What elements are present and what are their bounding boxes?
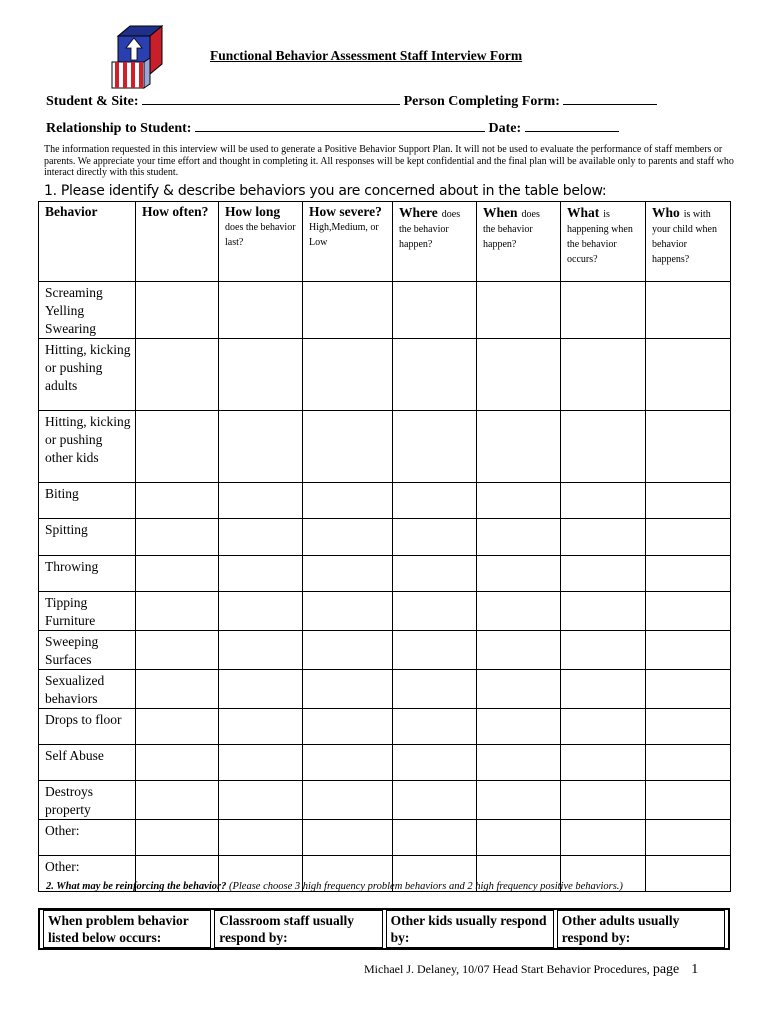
table-row [39,820,731,856]
response-cell[interactable] [393,592,477,631]
response-cell[interactable] [219,339,303,411]
response-cell[interactable] [561,631,646,670]
intro-paragraph: The information requested in this interview will be used to generate a Positive Behavior Support Plan. It will not be used to evaluate the performance of staff members or parents. We appreciate your time effort and thought in completing it. All responses will be kept confidential and the final plan will be available only to parents and staff who interact directly with this student. [44,144,734,178]
response-cell[interactable] [646,483,731,519]
footer-credit: Michael J. Delaney, 10/07 Head Start Behavior Procedures, [364,962,650,976]
response-cell[interactable] [136,282,219,339]
date-label: Date: [488,121,522,136]
response-cell[interactable] [219,483,303,519]
response-cell[interactable] [393,483,477,519]
footer-page-number: 1 [691,962,699,977]
response-cell[interactable] [219,519,303,556]
response-cell[interactable] [477,282,561,339]
response-cell[interactable] [561,820,646,856]
table-row [39,556,731,592]
header-who: Who is with your child when behavior happens? [646,202,731,282]
response-cell[interactable] [136,709,219,745]
header-what: What is happening when the behavior occurs? [561,202,646,282]
response-cell[interactable] [646,339,731,411]
response-cell[interactable] [136,411,219,483]
response-cell[interactable] [136,820,219,856]
response-cell[interactable] [303,820,393,856]
response-cell[interactable] [646,820,731,856]
behavior-label: Other: [39,856,136,892]
question-2-title: 2. What may be reinforcing the behavior? [46,881,227,892]
page-footer [364,962,698,978]
response-cell[interactable] [219,820,303,856]
table-row [39,592,731,631]
response-cell[interactable] [136,670,219,709]
response-cell[interactable] [477,631,561,670]
response-cell[interactable] [561,556,646,592]
response-cell[interactable] [561,339,646,411]
behavior-label: Tipping Furniture [39,592,136,631]
header-how-often: How often? [136,202,219,282]
response-cell[interactable] [136,592,219,631]
header-other-kids: Other kids usually respond by: [386,910,554,948]
response-cell[interactable] [477,556,561,592]
response-cell[interactable] [561,411,646,483]
response-cell[interactable] [561,709,646,745]
response-cell[interactable] [646,556,731,592]
behavior-label: Drops to floor [39,709,136,745]
response-cell[interactable] [393,519,477,556]
response-cell[interactable] [303,631,393,670]
table-row [39,282,731,339]
header-classroom-staff: Classroom staff usually respond by: [214,910,382,948]
response-cell[interactable] [646,781,731,820]
header-when: When does the behavior happen? [477,202,561,282]
behavior-label: Throwing [39,556,136,592]
response-cell[interactable] [219,282,303,339]
header-how-severe: How severe? High,Medium, or Low [303,202,393,282]
response-cell[interactable] [646,592,731,631]
response-table-header [43,910,725,948]
table-row [39,483,731,519]
behavior-label: Spitting [39,519,136,556]
relationship-field[interactable] [195,119,485,132]
response-cell[interactable] [303,411,393,483]
response-cell[interactable] [477,781,561,820]
student-site-label: Student & Site: [46,94,139,109]
response-cell[interactable] [393,820,477,856]
table-row [39,631,731,670]
response-cell[interactable] [561,670,646,709]
question-2 [46,880,726,893]
response-cell[interactable] [477,709,561,745]
behavior-table [38,201,731,892]
header-behavior: Behavior [39,202,136,282]
header-problem-behavior: When problem behavior listed below occurs: [43,910,211,948]
behavior-label: Self Abuse [39,745,136,781]
footer-page-label: page [652,962,680,977]
response-cell[interactable] [136,483,219,519]
response-cell[interactable] [136,556,219,592]
student-site-row [46,92,657,110]
response-cell[interactable] [303,339,393,411]
response-cell[interactable] [393,781,477,820]
response-cell[interactable] [219,745,303,781]
response-cell[interactable] [393,282,477,339]
response-cell[interactable] [561,592,646,631]
response-cell[interactable] [303,519,393,556]
response-cell[interactable] [477,670,561,709]
behavior-table-header [39,202,731,282]
table-row [39,670,731,709]
response-cell[interactable] [477,745,561,781]
response-cell[interactable] [477,483,561,519]
response-cell[interactable] [477,411,561,483]
response-cell[interactable] [393,631,477,670]
table-row [39,781,731,820]
response-cell[interactable] [477,519,561,556]
response-cell[interactable] [646,519,731,556]
response-cell[interactable] [561,483,646,519]
response-cell[interactable] [303,709,393,745]
behavior-label: Hitting, kicking or pushing other kids [39,411,136,483]
behavior-label: Sweeping Surfaces [39,631,136,670]
response-cell[interactable] [393,411,477,483]
response-cell[interactable] [136,781,219,820]
table-row [39,411,731,483]
behavior-label: Screaming Yelling Swearing [39,282,136,339]
response-cell[interactable] [477,820,561,856]
response-cell[interactable] [136,519,219,556]
response-cell[interactable] [393,709,477,745]
form-title: Functional Behavior Assessment Staff Interview Form [210,48,523,63]
response-cell[interactable] [303,592,393,631]
response-cell[interactable] [477,339,561,411]
date-field[interactable] [525,119,619,132]
response-cell[interactable] [561,781,646,820]
table-row [39,745,731,781]
response-cell[interactable] [393,670,477,709]
response-cell[interactable] [561,282,646,339]
response-cell[interactable] [393,339,477,411]
table-row [39,339,731,411]
response-cell[interactable] [303,670,393,709]
response-cell[interactable] [393,556,477,592]
response-cell[interactable] [219,670,303,709]
behavior-label: Sexualized behaviors [39,670,136,709]
response-cell[interactable] [219,411,303,483]
response-cell[interactable] [136,339,219,411]
relationship-row [46,119,619,137]
response-table [38,908,730,950]
person-completing-field[interactable] [563,92,657,105]
table-row [39,709,731,745]
response-cell[interactable] [393,745,477,781]
behavior-label: Other: [39,820,136,856]
response-cell[interactable] [303,483,393,519]
behavior-label: Biting [39,483,136,519]
response-cell[interactable] [136,745,219,781]
response-cell[interactable] [219,709,303,745]
response-cell[interactable] [303,781,393,820]
response-cell[interactable] [219,631,303,670]
up-arrow-block-logo [108,24,164,90]
response-cell[interactable] [646,411,731,483]
response-cell[interactable] [646,745,731,781]
response-cell[interactable] [646,670,731,709]
response-cell[interactable] [646,709,731,745]
response-cell[interactable] [219,592,303,631]
header-other-adults: Other adults usually respond by: [557,910,725,948]
header-how-long: How long does the behavior last? [219,202,303,282]
response-cell[interactable] [303,745,393,781]
person-completing-label: Person Completing Form: [403,94,560,109]
header-where: Where does the behavior happen? [393,202,477,282]
response-cell[interactable] [477,592,561,631]
response-cell[interactable] [303,282,393,339]
response-cell[interactable] [561,519,646,556]
response-cell[interactable] [646,282,731,339]
behavior-label: Destroys property [39,781,136,820]
response-cell[interactable] [646,631,731,670]
relationship-label: Relationship to Student: [46,121,192,136]
response-cell[interactable] [219,556,303,592]
response-cell[interactable] [136,631,219,670]
response-cell[interactable] [219,781,303,820]
table-row [39,519,731,556]
behavior-label: Hitting, kicking or pushing adults [39,339,136,411]
question-1: 1. Please identify & describe behaviors you are concerned about in the table below: [44,183,607,199]
student-site-field[interactable] [142,92,400,105]
response-cell[interactable] [303,556,393,592]
question-2-instructions: (Please choose 3 high frequency problem behaviors and 2 high frequency positive behaviors.) [228,881,623,892]
response-cell[interactable] [561,745,646,781]
